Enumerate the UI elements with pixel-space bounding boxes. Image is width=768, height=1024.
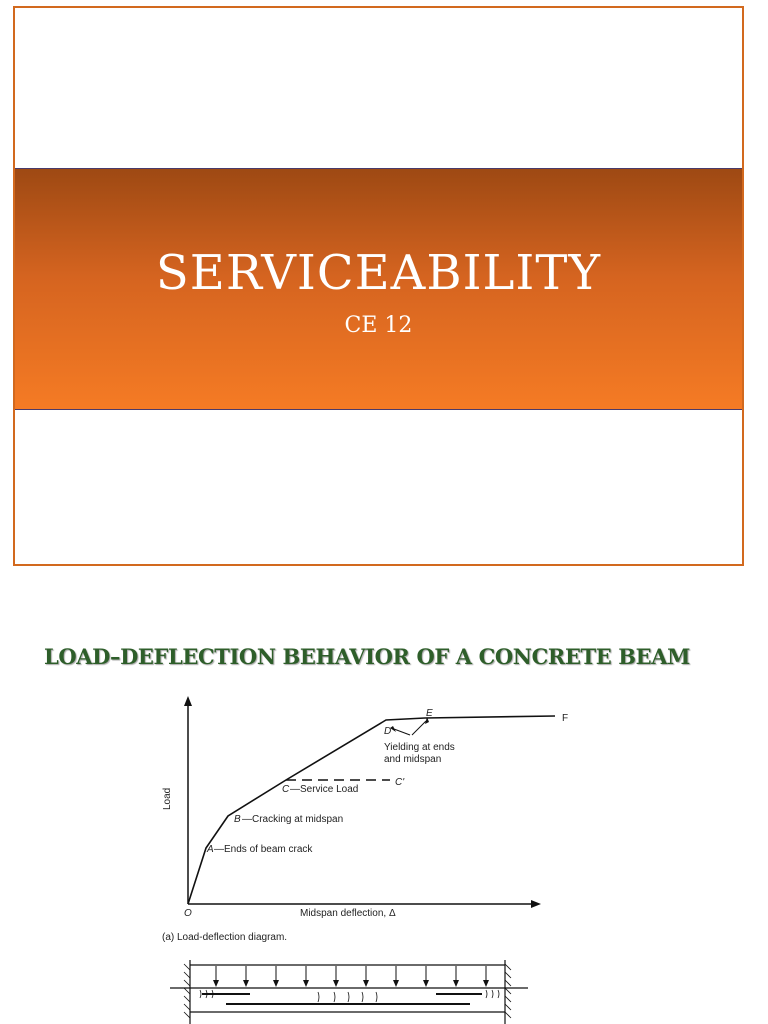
point-e-letter: E bbox=[426, 708, 433, 719]
figure-caption: (a) Load-deflection diagram. bbox=[162, 932, 288, 943]
slide-subtitle: CE 12 bbox=[344, 313, 413, 338]
left-hatch bbox=[184, 964, 190, 1018]
load-arrowheads bbox=[213, 980, 489, 987]
point-a-letter: A bbox=[207, 844, 214, 855]
point-b-label: —Cracking at midspan bbox=[242, 814, 344, 825]
yield-note-line1: Yielding at ends bbox=[384, 742, 455, 753]
title-banner bbox=[15, 168, 742, 410]
point-f-letter: F bbox=[562, 713, 569, 724]
x-axis-label: Midspan deflection, Δ bbox=[300, 908, 396, 919]
axes bbox=[188, 702, 535, 904]
point-c-prime-letter: C' bbox=[395, 777, 405, 788]
point-a-label: —Ends of beam crack bbox=[214, 844, 313, 855]
point-d-letter: D bbox=[384, 726, 392, 737]
origin-label: O bbox=[184, 908, 192, 919]
yield-note-line2: and midspan bbox=[384, 754, 442, 765]
right-hatch bbox=[505, 964, 511, 1018]
point-b-letter: B bbox=[234, 814, 241, 825]
load-deflection-curve bbox=[188, 716, 555, 904]
point-c-label: —Service Load bbox=[290, 784, 359, 795]
load-deflection-figure bbox=[150, 690, 590, 1024]
slide-title: SERVICEABILITY bbox=[155, 245, 602, 301]
title-slide bbox=[13, 6, 744, 566]
y-axis-label: Load bbox=[162, 787, 173, 810]
crack-marks bbox=[200, 990, 499, 1002]
beam-sketch bbox=[170, 960, 528, 1024]
load-arrows bbox=[216, 966, 486, 982]
point-c-letter: C bbox=[282, 784, 290, 795]
section-heading: LOAD–DEFLECTION BEHAVIOR OF A CONCRETE BEAM bbox=[44, 644, 690, 669]
y-axis-arrow bbox=[184, 696, 192, 706]
x-axis-arrow bbox=[531, 900, 541, 908]
yield-arrows bbox=[394, 721, 426, 735]
